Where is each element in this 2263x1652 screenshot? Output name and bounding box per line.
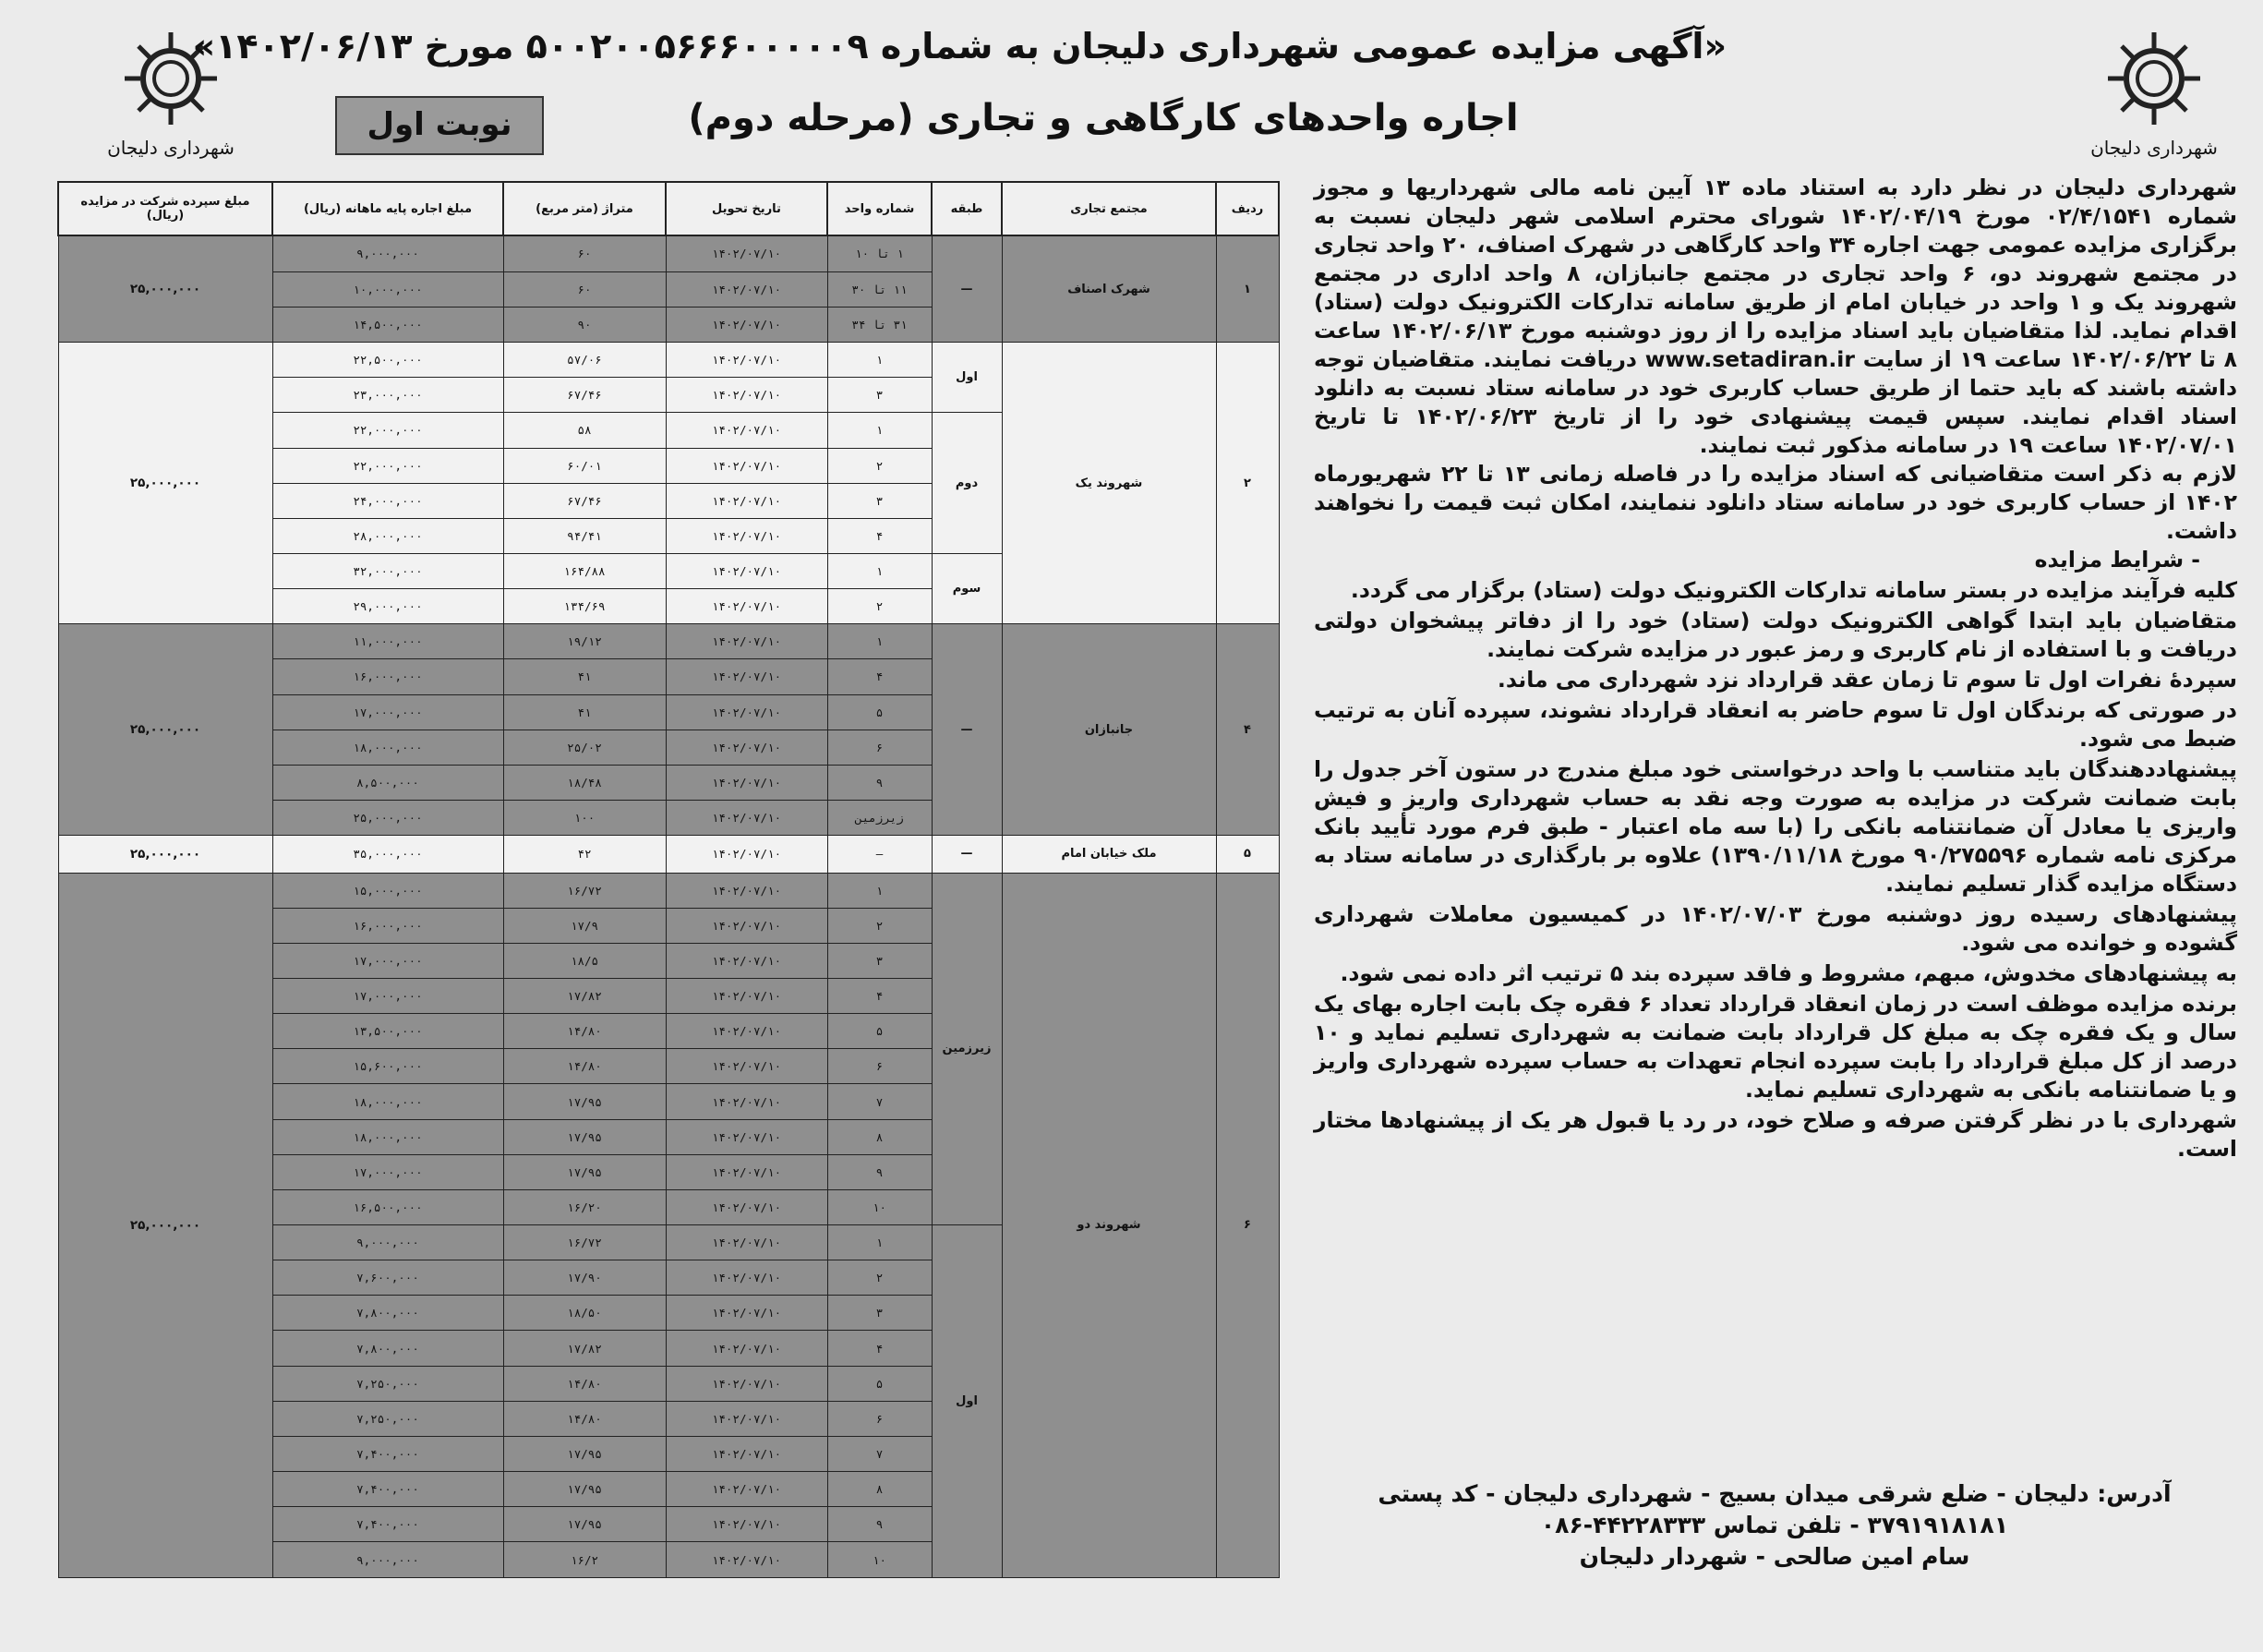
- unit-number: ۱: [827, 553, 932, 588]
- unit-number: ۵: [827, 1014, 932, 1049]
- monthly-rent: ۲۳,۰۰۰,۰۰۰: [272, 378, 503, 413]
- monthly-rent: ۲۲,۵۰۰,۰۰۰: [272, 343, 503, 378]
- table-row: [58, 235, 1279, 271]
- unit-number: ۲: [827, 448, 932, 483]
- unit-number: ۲: [827, 1260, 932, 1296]
- floor-name: دوم: [932, 413, 1002, 554]
- unit-area: ۱۷/۹۵: [503, 1436, 666, 1471]
- monthly-rent: ۲۸,۰۰۰,۰۰۰: [272, 518, 503, 553]
- delivery-date: ۱۴۰۲/۰۷/۱۰: [666, 448, 827, 483]
- header-deposit: مبلغ سپرده شرکت در مزایده (ریال): [58, 182, 272, 235]
- delivery-date: ۱۴۰۲/۰۷/۱۰: [666, 271, 827, 307]
- header-complex: مجتمع تجاری: [1002, 182, 1216, 235]
- unit-number: ۸: [827, 1119, 932, 1154]
- monthly-rent: ۱۷,۰۰۰,۰۰۰: [272, 1154, 503, 1189]
- emblem-icon: [2099, 28, 2209, 129]
- row-number: ۵: [1216, 836, 1279, 874]
- monthly-rent: ۲۹,۰۰۰,۰۰۰: [272, 589, 503, 624]
- floor-name: اول: [932, 343, 1002, 413]
- notice-subtitle: اجاره واحدهای کارگاهی و تجاری (مرحله دوم): [688, 97, 1519, 139]
- header-floor: طبقه: [932, 182, 1002, 235]
- unit-number: ۹: [827, 765, 932, 800]
- delivery-date: ۱۴۰۲/۰۷/۱۰: [666, 235, 827, 271]
- unit-number: ۶: [827, 730, 932, 765]
- unit-area: ۱۴/۸۰: [503, 1401, 666, 1436]
- monthly-rent: ۱۵,۰۰۰,۰۰۰: [272, 873, 503, 908]
- delivery-date: ۱۴۰۲/۰۷/۱۰: [666, 1084, 827, 1119]
- unit-area: ۱۳۴/۶۹: [503, 589, 666, 624]
- monthly-rent: ۱۷,۰۰۰,۰۰۰: [272, 694, 503, 730]
- unit-number: ۳: [827, 1296, 932, 1331]
- complex-name: شهروند یک: [1002, 343, 1216, 624]
- delivery-date: ۱۴۰۲/۰۷/۱۰: [666, 1436, 827, 1471]
- unit-area: ۱۴/۸۰: [503, 1014, 666, 1049]
- monthly-rent: ۲۲,۰۰۰,۰۰۰: [272, 448, 503, 483]
- complex-name: جانبازان: [1002, 624, 1216, 836]
- condition-item: شهرداری با در نظر گرفتن صرفه و صلاح خود، در رد یا قبول هر یک از پیشنهادها مختار است.: [1314, 1107, 2237, 1162]
- table-row: [58, 873, 1279, 908]
- unit-number: ۱۱ تا ۳۰: [827, 271, 932, 307]
- delivery-date: ۱۴۰۲/۰۷/۱۰: [666, 413, 827, 448]
- floor-name: اول: [932, 1225, 1002, 1578]
- monthly-rent: ۱۶,۰۰۰,۰۰۰: [272, 908, 503, 943]
- delivery-date: ۱۴۰۲/۰۷/۱۰: [666, 765, 827, 800]
- monthly-rent: ۸,۵۰۰,۰۰۰: [272, 765, 503, 800]
- delivery-date: ۱۴۰۲/۰۷/۱۰: [666, 589, 827, 624]
- monthly-rent: ۲۲,۰۰۰,۰۰۰: [272, 413, 503, 448]
- notice-body: [1314, 174, 2237, 1164]
- unit-area: ۱۸/۵۰: [503, 1296, 666, 1331]
- delivery-date: ۱۴۰۲/۰۷/۱۰: [666, 1119, 827, 1154]
- monthly-rent: ۱۸,۰۰۰,۰۰۰: [272, 730, 503, 765]
- unit-number: ۶: [827, 1401, 932, 1436]
- monthly-rent: ۹,۰۰۰,۰۰۰: [272, 1542, 503, 1578]
- unit-number: ۴: [827, 659, 932, 694]
- unit-area: ۶۰: [503, 235, 666, 271]
- header-row-no: ردیف: [1216, 182, 1279, 235]
- condition-item: کلیه فرآیند مزایده در بستر سامانه تدارکات الکترونیک دولت (ستاد) برگزار می گردد.: [1350, 577, 2237, 603]
- complex-name: شهرک اصناف: [1002, 235, 1216, 343]
- monthly-rent: ۷,۴۰۰,۰۰۰: [272, 1472, 503, 1507]
- unit-number: —: [827, 836, 932, 874]
- monthly-rent: ۹,۰۰۰,۰۰۰: [272, 235, 503, 271]
- unit-number: ۸: [827, 1472, 932, 1507]
- delivery-date: ۱۴۰۲/۰۷/۱۰: [666, 1331, 827, 1366]
- delivery-date: ۱۴۰۲/۰۷/۱۰: [666, 836, 827, 874]
- unit-number: ۹: [827, 1154, 932, 1189]
- condition-item: در صورتی که برندگان اول تا سوم حاضر به انعقاد قرارداد نشوند، سپرده آنان به ترتیب ضبط می شود.: [1314, 697, 2237, 752]
- floor-name: سوم: [932, 553, 1002, 623]
- deposit-amount: ۲۵,۰۰۰,۰۰۰: [58, 836, 272, 874]
- monthly-rent: ۹,۰۰۰,۰۰۰: [272, 1225, 503, 1260]
- monthly-rent: ۱۷,۰۰۰,۰۰۰: [272, 943, 503, 978]
- unit-number: ۱۰: [827, 1189, 932, 1224]
- monthly-rent: ۳۲,۰۰۰,۰۰۰: [272, 553, 503, 588]
- delivery-date: ۱۴۰۲/۰۷/۱۰: [666, 1189, 827, 1224]
- unit-number: ۶: [827, 1049, 932, 1084]
- unit-number: ۳۱ تا ۳۴: [827, 307, 932, 342]
- unit-area: ۵۷/۰۶: [503, 343, 666, 378]
- condition-item: پیشنهادهای رسیده روز دوشنبه مورخ ۱۴۰۲/۰۷/۰۳ در کمیسیون معاملات شهرداری گشوده و خوانده می شود.: [1314, 901, 2237, 956]
- unit-area: ۱۶/۷۲: [503, 873, 666, 908]
- deposit-amount: ۲۵,۰۰۰,۰۰۰: [58, 624, 272, 836]
- delivery-date: ۱۴۰۲/۰۷/۱۰: [666, 908, 827, 943]
- table-header-row: [58, 182, 1279, 235]
- delivery-date: ۱۴۰۲/۰۷/۱۰: [666, 307, 827, 342]
- logo-caption: شهرداری دلیجان: [107, 137, 235, 159]
- delivery-date: ۱۴۰۲/۰۷/۱۰: [666, 343, 827, 378]
- unit-area: ۱۶/۲۰: [503, 1189, 666, 1224]
- unit-area: ۱۷/۹۰: [503, 1260, 666, 1296]
- unit-number: ۴: [827, 518, 932, 553]
- table-row: [58, 624, 1279, 659]
- unit-number: زیرزمین: [827, 800, 932, 835]
- delivery-date: ۱۴۰۲/۰۷/۱۰: [666, 943, 827, 978]
- deposit-amount: ۲۵,۰۰۰,۰۰۰: [58, 343, 272, 624]
- unit-number: ۴: [827, 979, 932, 1014]
- delivery-date: ۱۴۰۲/۰۷/۱۰: [666, 979, 827, 1014]
- delivery-date: ۱۴۰۲/۰۷/۱۰: [666, 1507, 827, 1542]
- address-line: آدرس: دلیجان - ضلع شرقی میدان بسیج - شهرداری دلیجان - کد پستی ۳۷۹۱۹۱۸۱۸۱ - تلفن تماس ۴۴۲۲۸۳۳۳-۰۸۶: [1378, 1480, 2172, 1538]
- unit-number: ۱: [827, 413, 932, 448]
- complex-name: ملک خیابان امام: [1002, 836, 1216, 874]
- unit-number: ۷: [827, 1436, 932, 1471]
- condition-item: برنده مزایده موظف است در زمان انعقاد قرارداد تعداد ۶ فقره چک بابت اجاره بهای یک سال و یک فقره چک به مبلغ کل قرارداد بابت ضمانت به شهرداری تسلیم نماید و ۱۰ درصد از کل مبلغ قرارداد را بابت سپرده انجام تعهدات به حساب سپرده شهرداری واریز و یا ضمانتنامه بانکی به شهرداری تسلیم نماید.: [1314, 991, 2237, 1103]
- monthly-rent: ۱۷,۰۰۰,۰۰۰: [272, 979, 503, 1014]
- unit-area: ۴۱: [503, 659, 666, 694]
- unit-area: ۱۶۴/۸۸: [503, 553, 666, 588]
- unit-number: ۵: [827, 1366, 932, 1401]
- notice-title: «آگهی مزایده عمومی شهرداری دلیجان به شماره ۵۰۰۲۰۰۵۶۶۶۰۰۰۰۰۹ مورخ ۱۴۰۲/۰۶/۱۳»: [192, 26, 1727, 66]
- monthly-rent: ۱۳,۵۰۰,۰۰۰: [272, 1014, 503, 1049]
- monthly-rent: ۱۰,۰۰۰,۰۰۰: [272, 271, 503, 307]
- unit-area: ۱۶/۷۲: [503, 1225, 666, 1260]
- unit-area: ۱۰۰: [503, 800, 666, 835]
- row-number: ۲: [1216, 343, 1279, 624]
- delivery-date: ۱۴۰۲/۰۷/۱۰: [666, 1225, 827, 1260]
- delivery-date: ۱۴۰۲/۰۷/۱۰: [666, 1401, 827, 1436]
- delivery-date: ۱۴۰۲/۰۷/۱۰: [666, 1296, 827, 1331]
- unit-area: ۱۷/۸۲: [503, 979, 666, 1014]
- floor-name: زیرزمین: [932, 873, 1002, 1224]
- unit-area: ۱۷/۹۵: [503, 1084, 666, 1119]
- monthly-rent: ۷,۲۵۰,۰۰۰: [272, 1401, 503, 1436]
- units-table: [57, 181, 1280, 1578]
- delivery-date: ۱۴۰۲/۰۷/۱۰: [666, 1014, 827, 1049]
- delivery-date: ۱۴۰۲/۰۷/۱۰: [666, 694, 827, 730]
- unit-number: ۱: [827, 873, 932, 908]
- delivery-date: ۱۴۰۲/۰۷/۱۰: [666, 518, 827, 553]
- delivery-date: ۱۴۰۲/۰۷/۱۰: [666, 659, 827, 694]
- unit-area: ۶۰: [503, 271, 666, 307]
- unit-area: ۱۶/۲: [503, 1542, 666, 1578]
- unit-number: ۳: [827, 378, 932, 413]
- unit-area: ۶۷/۴۶: [503, 378, 666, 413]
- unit-area: ۱۷/۹۵: [503, 1119, 666, 1154]
- unit-number: ۱ تا ۱۰: [827, 235, 932, 271]
- municipality-logo: [2080, 28, 2228, 159]
- deposit-amount: ۲۵,۰۰۰,۰۰۰: [58, 235, 272, 343]
- unit-number: ۱: [827, 343, 932, 378]
- complex-name: شهروند دو: [1002, 873, 1216, 1577]
- unit-area: ۱۷/۹: [503, 908, 666, 943]
- monthly-rent: ۱۸,۰۰۰,۰۰۰: [272, 1084, 503, 1119]
- header-area: متراژ (متر مربع): [503, 182, 666, 235]
- unit-number: ۱: [827, 624, 932, 659]
- table-row: [58, 836, 1279, 874]
- monthly-rent: ۳۵,۰۰۰,۰۰۰: [272, 836, 503, 874]
- row-number: ۶: [1216, 873, 1279, 1577]
- delivery-date: ۱۴۰۲/۰۷/۱۰: [666, 730, 827, 765]
- unit-area: ۹۰: [503, 307, 666, 342]
- monthly-rent: ۷,۴۰۰,۰۰۰: [272, 1507, 503, 1542]
- monthly-rent: ۷,۴۰۰,۰۰۰: [272, 1436, 503, 1471]
- unit-area: ۱۹/۱۲: [503, 624, 666, 659]
- condition-item: پیشنهاددهندگان باید متناسب با واحد درخواستی خود مبلغ مندرج در ستون آخر جدول را بابت ضمانت شرکت در مزایده به صورت وجه نقد به حساب شهرداری واریز و فیش واریزی یا معادل آن ضمانتنامه بانکی را (با سه ماه اعتبار - طبق فرم مورد تأیید بانک مرکزی نامه شماره ۹۰/۲۷۵۵۹۶ مورخ ۱۳۹۰/۱۱/۱۸) علاوه بر بارگذاری در سامانه ستاد به دستگاه مزایده گذار تسلیم نمایند.: [1314, 756, 2237, 897]
- monthly-rent: ۲۴,۰۰۰,۰۰۰: [272, 483, 503, 518]
- delivery-date: ۱۴۰۲/۰۷/۱۰: [666, 1049, 827, 1084]
- delivery-date: ۱۴۰۲/۰۷/۱۰: [666, 800, 827, 835]
- unit-area: ۱۷/۹۵: [503, 1154, 666, 1189]
- contact-block: [1318, 1478, 2232, 1573]
- monthly-rent: ۱۵,۶۰۰,۰۰۰: [272, 1049, 503, 1084]
- monthly-rent: ۷,۸۰۰,۰۰۰: [272, 1296, 503, 1331]
- unit-number: ۱: [827, 1225, 932, 1260]
- unit-number: ۷: [827, 1084, 932, 1119]
- delivery-date: ۱۴۰۲/۰۷/۱۰: [666, 1472, 827, 1507]
- round-badge: نوبت اول: [335, 96, 544, 155]
- unit-area: ۲۵/۰۲: [503, 730, 666, 765]
- table-row: [58, 343, 1279, 378]
- deposit-amount: ۲۵,۰۰۰,۰۰۰: [58, 873, 272, 1577]
- unit-area: ۱۷/۸۲: [503, 1331, 666, 1366]
- floor-name: —: [932, 836, 1002, 874]
- delivery-date: ۱۴۰۲/۰۷/۱۰: [666, 624, 827, 659]
- unit-area: ۱۴/۸۰: [503, 1366, 666, 1401]
- unit-number: ۹: [827, 1507, 932, 1542]
- unit-number: ۴: [827, 1331, 932, 1366]
- row-number: ۱: [1216, 235, 1279, 343]
- download-note: لازم به ذکر است متقاضیانی که اسناد مزایده را در فاصله زمانی ۱۳ تا ۲۲ شهریورماه ۱۴۰۲ از حساب کاربری خود در سامانه ستاد دانلود ننمایند، امکان ثبت قیمت را نخواهند داشت.: [1314, 461, 2237, 544]
- monthly-rent: ۷,۶۰۰,۰۰۰: [272, 1260, 503, 1296]
- unit-number: ۳: [827, 943, 932, 978]
- monthly-rent: ۱۶,۵۰۰,۰۰۰: [272, 1189, 503, 1224]
- table-body: [58, 235, 1279, 1578]
- header-delivery-date: تاریخ تحویل: [666, 182, 827, 235]
- unit-area: ۱۴/۸۰: [503, 1049, 666, 1084]
- condition-item: به پیشنهادهای مخدوش، مبهم، مشروط و فاقد سپرده بند ۵ ترتیب اثر داده نمی شود.: [1340, 960, 2237, 986]
- monthly-rent: ۲۵,۰۰۰,۰۰۰: [272, 800, 503, 835]
- delivery-date: ۱۴۰۲/۰۷/۱۰: [666, 1542, 827, 1578]
- unit-area: ۴۲: [503, 836, 666, 874]
- monthly-rent: ۷,۸۰۰,۰۰۰: [272, 1331, 503, 1366]
- unit-area: ۶۰/۰۱: [503, 448, 666, 483]
- unit-area: ۶۷/۴۶: [503, 483, 666, 518]
- unit-number: ۲: [827, 589, 932, 624]
- delivery-date: ۱۴۰۲/۰۷/۱۰: [666, 483, 827, 518]
- monthly-rent: ۱۱,۰۰۰,۰۰۰: [272, 624, 503, 659]
- unit-area: ۱۸/۵: [503, 943, 666, 978]
- floor-name: —: [932, 624, 1002, 836]
- signature-line: سام امین صالحی - شهردار دلیجان: [1579, 1543, 1970, 1570]
- logo-caption: شهرداری دلیجان: [2090, 137, 2218, 159]
- delivery-date: ۱۴۰۲/۰۷/۱۰: [666, 1154, 827, 1189]
- floor-name: —: [932, 235, 1002, 343]
- delivery-date: ۱۴۰۲/۰۷/۱۰: [666, 378, 827, 413]
- unit-area: ۱۸/۴۸: [503, 765, 666, 800]
- monthly-rent: ۱۸,۰۰۰,۰۰۰: [272, 1119, 503, 1154]
- delivery-date: ۱۴۰۲/۰۷/۱۰: [666, 1260, 827, 1296]
- unit-number: ۳: [827, 483, 932, 518]
- unit-area: ۱۷/۹۵: [503, 1472, 666, 1507]
- delivery-date: ۱۴۰۲/۰۷/۱۰: [666, 553, 827, 588]
- delivery-date: ۱۴۰۲/۰۷/۱۰: [666, 1366, 827, 1401]
- unit-number: ۵: [827, 694, 932, 730]
- unit-area: ۵۸: [503, 413, 666, 448]
- header-unit-no: شماره واحد: [827, 182, 932, 235]
- condition-item: متقاضیان باید ابتدا گواهی الکترونیک دولت (ستاد) خود را از دفاتر پیشخوان دولتی دریافت و با استفاده از نام کاربری و رمز عبور در مزایده شرکت نمایند.: [1314, 608, 2237, 662]
- header-monthly-rent: مبلغ اجاره پایه ماهانه (ریال): [272, 182, 503, 235]
- monthly-rent: ۷,۲۵۰,۰۰۰: [272, 1366, 503, 1401]
- unit-area: ۴۱: [503, 694, 666, 730]
- monthly-rent: ۱۴,۵۰۰,۰۰۰: [272, 307, 503, 342]
- conditions-title: - شرایط مزایده: [2034, 547, 2200, 573]
- condition-item: سپردهٔ نفرات اول تا سوم تا زمان عقد قرارداد نزد شهرداری می ماند.: [1497, 667, 2237, 693]
- unit-area: ۱۷/۹۵: [503, 1507, 666, 1542]
- monthly-rent: ۱۶,۰۰۰,۰۰۰: [272, 659, 503, 694]
- unit-area: ۹۴/۴۱: [503, 518, 666, 553]
- row-number: ۴: [1216, 624, 1279, 836]
- unit-number: ۲: [827, 908, 932, 943]
- unit-number: ۱۰: [827, 1542, 932, 1578]
- intro-paragraph: شهرداری دلیجان در نظر دارد به استناد ماده ۱۳ آیین نامه مالی شهرداریها و مجوز شماره ۰۲/۴/۱۵۴۱ مورخ ۱۴۰۲/۰۴/۱۹ شورای محترم اسلامی شهر دلیجان نسبت به برگزاری مزایده عمومی جهت اجاره ۳۴ واحد کارگاهی در شهرک اصناف، ۲۰ واحد تجاری در مجتمع شهروند دو، ۶ واحد تجاری در مجتمع جانبازان، ۸ واحد اداری در مجتمع شهروند یک و ۱ واحد در خیابان امام از طریق سامانه تدارکات الکترونیک دولت (ستاد) اقدام نماید. لذا متقاضیان باید اسناد مزایده را از روز دوشنبه مورخ ۱۴۰۲/۰۶/۱۳ ساعت ۸ تا ۱۴۰۲/۰۶/۲۲ ساعت ۱۹ از سایت www.setadiran.ir دریافت نمایند. متقاضیان توجه داشته باشند که باید حتما از طریق حساب کاربری خود در سامانه ستاد نسبت به دانلود اسناد اقدام نمایند. سپس قیمت پیشنهادی خود را از تاریخ ۱۴۰۲/۰۶/۲۳ تا تاریخ ۱۴۰۲/۰۷/۰۱ ساعت ۱۹ در سامانه مذکور ثبت نمایند.: [1314, 175, 2238, 458]
- delivery-date: ۱۴۰۲/۰۷/۱۰: [666, 873, 827, 908]
